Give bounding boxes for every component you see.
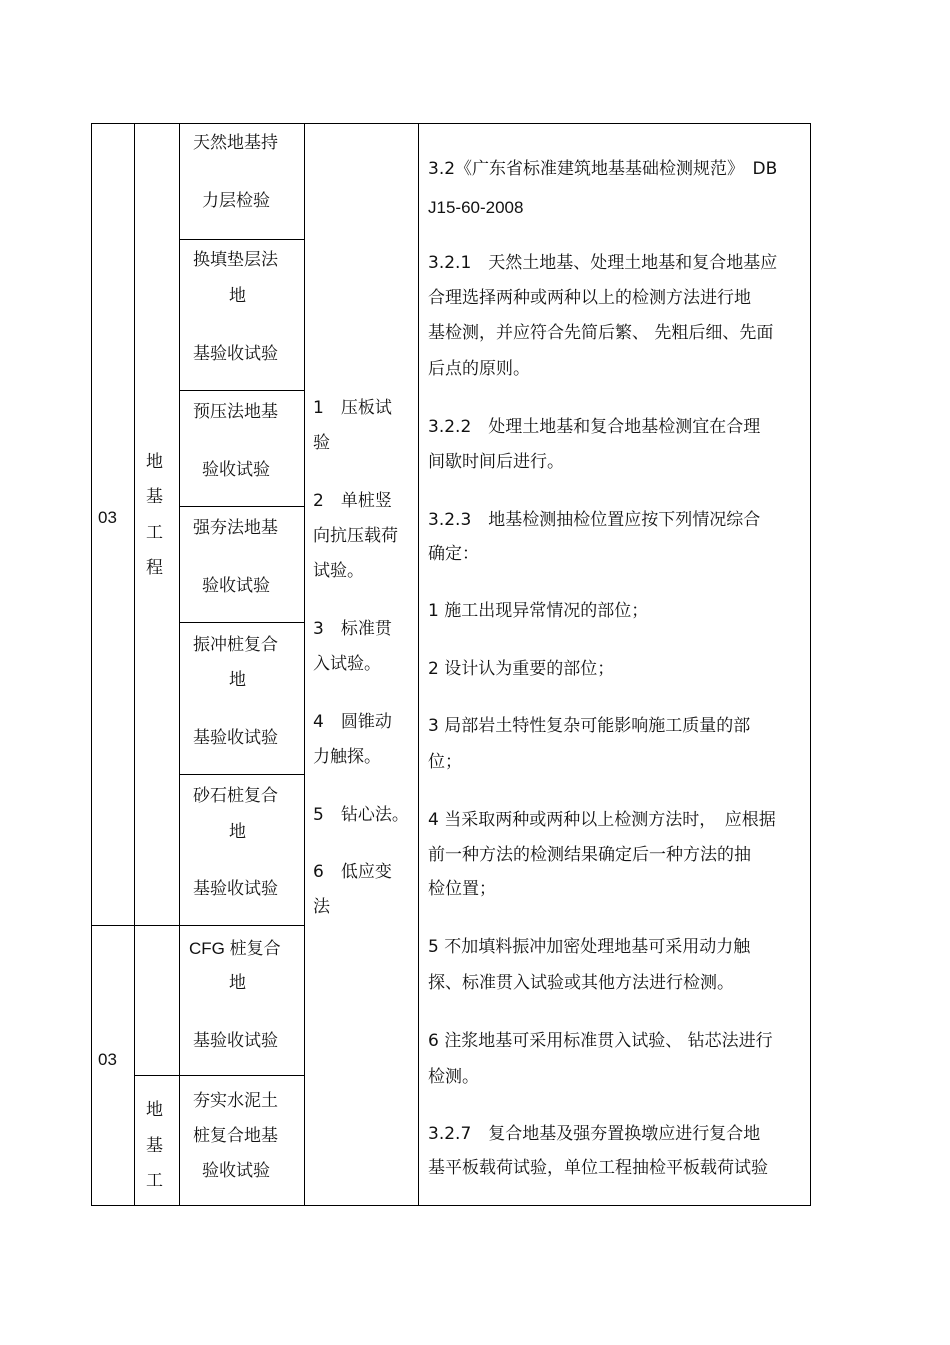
item-line: 验收试验	[202, 1161, 270, 1181]
category-char: 工	[146, 523, 163, 543]
item-line: 地	[229, 822, 246, 842]
standard-line: 确定：	[428, 544, 479, 564]
category-char: 工	[146, 1171, 163, 1191]
method-line: 3 标准贯	[313, 619, 392, 639]
standard-line: 间歇时间后进行。	[428, 452, 564, 472]
standard-line: 基平板载荷试验，单位工程抽检平板载荷试验	[428, 1158, 768, 1178]
standard-line: 探、标准贯入试验或其他方法进行检测。	[428, 973, 734, 993]
standard-line: J15-60-2008	[428, 198, 524, 217]
category-char: 地	[146, 452, 163, 472]
item-line: 地	[229, 973, 246, 993]
method-line: 向抗压载荷	[313, 526, 398, 546]
method-line: 力触探。	[313, 747, 381, 767]
standard-line: 2 设计认为重要的部位；	[428, 659, 615, 679]
item-line: 力层检验	[202, 191, 270, 211]
item-line: 换填垫层法	[193, 250, 278, 270]
standard-line: 5 不加填料振冲加密处理地基可采用动力触	[428, 937, 751, 957]
method-line: 法	[313, 897, 330, 917]
method-line: 1 压板试	[313, 398, 392, 418]
standard-line: 3.2《广东省标准建筑地基基础检测规范》 DB	[428, 159, 778, 179]
item-line: 验收试验	[202, 460, 270, 480]
item-line: 天然地基持	[193, 133, 278, 153]
item-line: 强夯法地基	[193, 518, 278, 538]
standard-line: 3.2.1 天然土地基、处理土地基和复合地基应	[428, 253, 778, 273]
method-line: 试验。	[313, 561, 364, 581]
standard-line: 基检测，并应符合先简后繁、 先粗后细、先面	[428, 323, 774, 343]
item-line: 地	[229, 286, 246, 306]
standard-line: 前一种方法的检测结果确定后一种方法的抽	[428, 845, 751, 865]
standard-line: 检位置；	[428, 879, 496, 899]
standard-line: 检测。	[428, 1067, 479, 1087]
method-line: 5 钻心法。	[313, 805, 409, 825]
item-line: 地	[229, 670, 246, 690]
category-char: 地	[146, 1100, 163, 1120]
standard-line: 6 注浆地基可采用标准贯入试验、 钻芯法进行	[428, 1031, 773, 1051]
item-line: 桩复合地基	[193, 1126, 278, 1146]
method-line: 验	[313, 433, 330, 453]
item-line: 验收试验	[202, 576, 270, 596]
category-char: 程	[146, 558, 163, 578]
standard-line: 1 施工出现异常情况的部位；	[428, 601, 649, 621]
method-line: 4 圆锥动	[313, 712, 392, 732]
item-line: 基验收试验	[193, 879, 278, 899]
method-line: 6 低应变	[313, 862, 392, 882]
standard-line: 4 当采取两种或两种以上检测方法时， 应根据	[428, 810, 776, 830]
group-number-2: 03	[98, 1050, 117, 1069]
item-line: 夯实水泥土	[193, 1091, 278, 1111]
item-line: 振冲桩复合	[193, 635, 278, 655]
item-line: 基验收试验	[193, 728, 278, 748]
standard-line: 3.2.7 复合地基及强夯置换墩应进行复合地	[428, 1124, 761, 1144]
method-line: 2 单桩竖	[313, 491, 392, 511]
item-line: 预压法地基	[193, 402, 278, 422]
standard-line: 位；	[428, 752, 462, 772]
standard-line: 3 局部岩土特性复杂可能影响施工质量的部	[428, 716, 751, 736]
method-line: 入试验。	[313, 654, 381, 674]
item-line: 砂石桩复合	[193, 786, 278, 806]
standard-line: 后点的原则。	[428, 359, 530, 379]
item-line: 基验收试验	[193, 344, 278, 364]
category-char: 基	[146, 1136, 163, 1156]
category-cell-2	[134, 925, 180, 1076]
category-char: 基	[146, 487, 163, 507]
standard-line: 3.2.2 处理土地基和复合地基检测宜在合理	[428, 417, 761, 437]
standard-line: 合理选择两种或两种以上的检测方法进行地	[428, 288, 751, 308]
item-line: 基验收试验	[193, 1031, 278, 1051]
standard-line: 3.2.3 地基检测抽检位置应按下列情况综合	[428, 510, 761, 530]
group-number-1: 03	[98, 508, 117, 527]
item-line: CFG 桩复合	[189, 939, 281, 958]
